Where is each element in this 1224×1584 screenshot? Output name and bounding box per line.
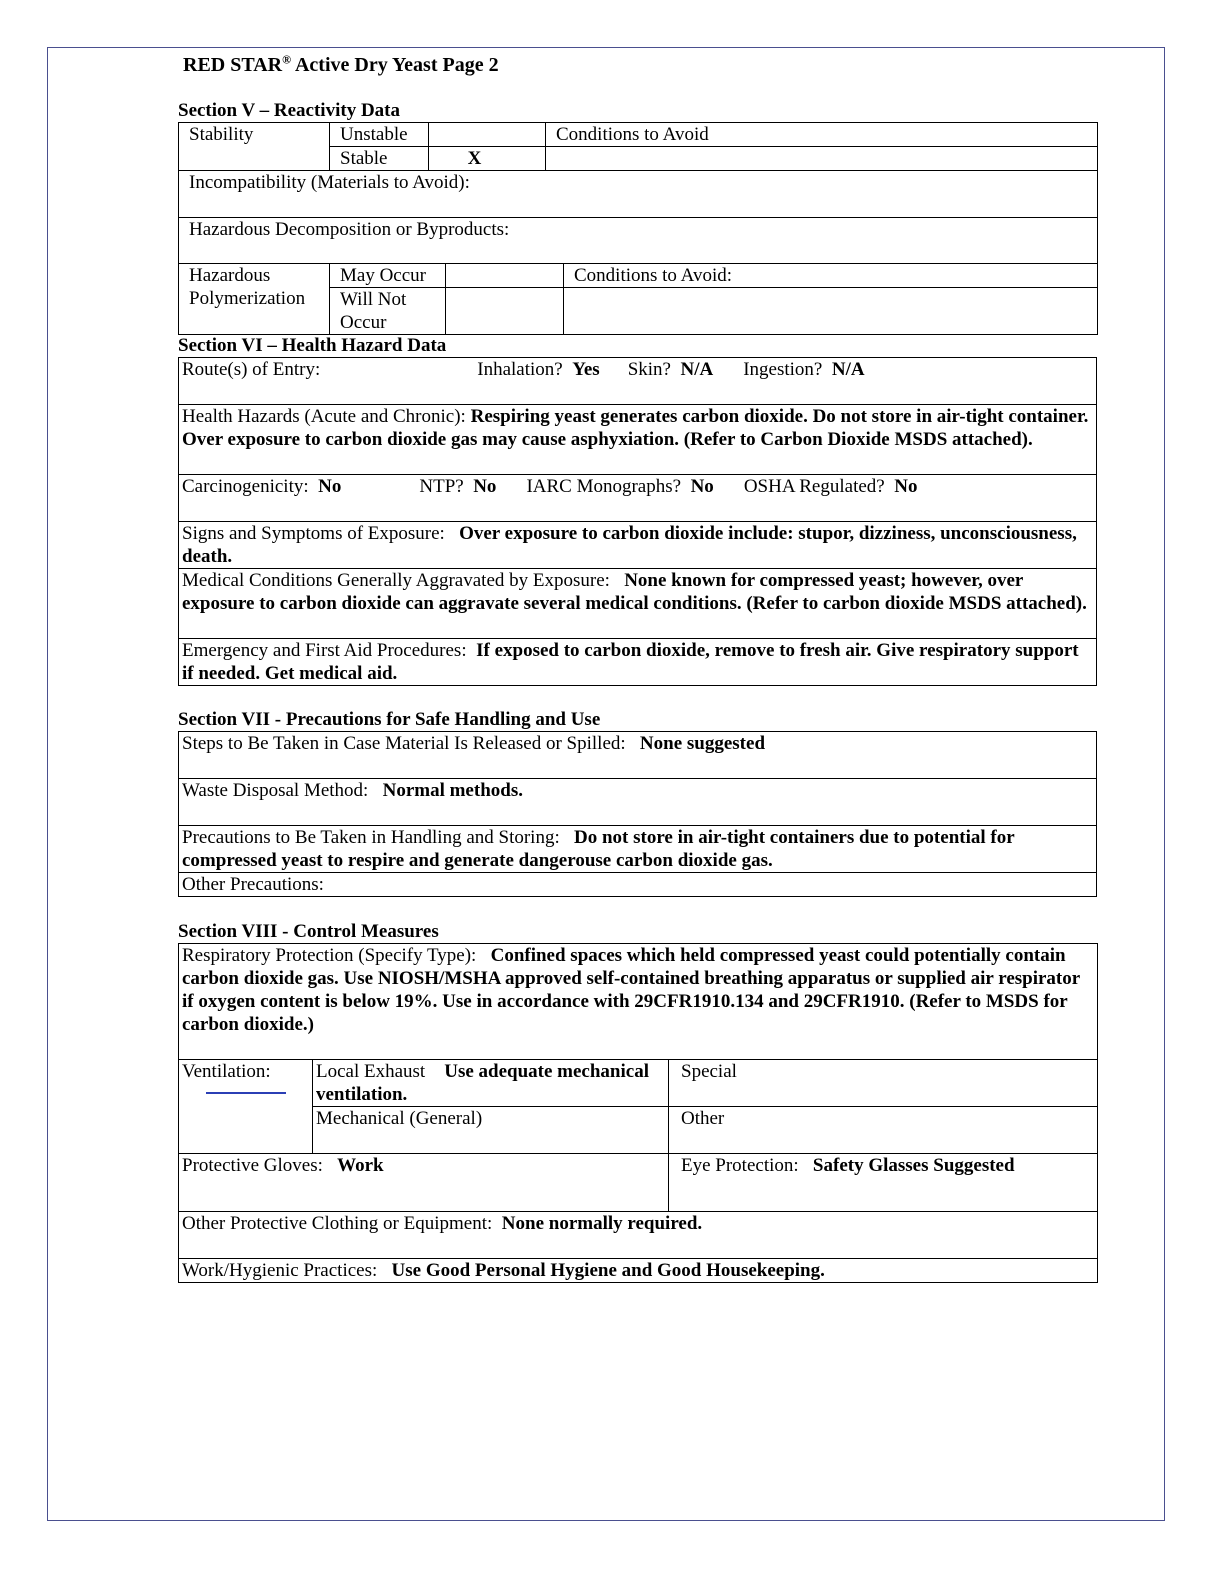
mechanical-general-cell: Mechanical (General) bbox=[313, 1107, 669, 1154]
handling-storing-field bbox=[179, 826, 1097, 873]
local-exhaust-label: Local Exhaust bbox=[316, 1061, 426, 1082]
ntp-value: No bbox=[473, 476, 497, 497]
medical-label: Medical Conditions Generally Aggravated by Exposure: bbox=[182, 570, 610, 591]
unstable-value bbox=[429, 123, 546, 147]
skin-value: N/A bbox=[680, 359, 714, 380]
respiratory-value: Confined spaces which held compressed yeast could potentially contain carbon dioxide gas. Use NIOSH/MSHA approved self-contained breathing apparatus or supplied air respirator if oxygen content is below 19%. Use in accordance with 29CFR1910.134 and 29CFR1910. (Refer to MSDS for carbon dioxide.) bbox=[182, 945, 1080, 1035]
spill-steps-field bbox=[179, 732, 1097, 779]
ventilation-label-cell bbox=[179, 1060, 313, 1154]
clothing-value: None normally required. bbox=[501, 1213, 703, 1234]
routes-label: Route(s) of Entry: bbox=[182, 359, 321, 380]
precautions-value: Do not store in air-tight containers due to potential for compressed yeast to respire and generate dangerouse carbon dioxide gas. bbox=[182, 827, 1015, 871]
signs-label: Signs and Symptoms of Exposure: bbox=[182, 523, 445, 544]
conditions-to-avoid-2-label: Conditions to Avoid: bbox=[564, 264, 1098, 288]
local-exhaust-cell bbox=[313, 1060, 669, 1107]
section-5-title: Section V – Reactivity Data bbox=[178, 100, 400, 121]
page-title: RED STAR® Active Dry Yeast Page 2 bbox=[183, 52, 499, 76]
carcinogenicity-row bbox=[179, 475, 1097, 522]
ingestion-label: Ingestion? bbox=[743, 359, 823, 380]
routes-of-entry-row bbox=[179, 358, 1097, 405]
medical-conditions-field bbox=[179, 569, 1097, 639]
emergency-label: Emergency and First Aid Procedures: bbox=[182, 640, 467, 661]
health-hazard-table bbox=[178, 357, 1097, 686]
will-not-occur-value bbox=[446, 288, 564, 335]
incompatibility-field: Incompatibility (Materials to Avoid): bbox=[179, 171, 1098, 218]
steps-value: None suggested bbox=[639, 733, 766, 754]
control-measures-table bbox=[178, 943, 1098, 1283]
gloves-label: Protective Gloves: bbox=[182, 1155, 323, 1176]
inhalation-label: Inhalation? bbox=[477, 359, 563, 380]
ventilation-label: Ventilation: bbox=[182, 1061, 271, 1082]
will-not-occur-label: Will Not Occur bbox=[330, 288, 446, 335]
ventilation-underline bbox=[206, 1092, 286, 1094]
protective-gloves-cell bbox=[179, 1154, 669, 1212]
osha-label: OSHA Regulated? bbox=[743, 476, 885, 497]
steps-label: Steps to Be Taken in Case Material Is Released or Spilled: bbox=[182, 733, 626, 754]
section-6-title: Section VI – Health Hazard Data bbox=[178, 335, 447, 356]
osha-value: No bbox=[894, 476, 918, 497]
stable-label: Stable bbox=[330, 147, 429, 171]
health-hazards-label: Health Hazards (Acute and Chronic): bbox=[182, 406, 466, 427]
iarc-label: IARC Monographs? bbox=[526, 476, 682, 497]
reactivity-table bbox=[178, 122, 1098, 335]
ingestion-value: N/A bbox=[831, 359, 865, 380]
conditions-to-avoid-label: Conditions to Avoid bbox=[546, 123, 1098, 147]
unstable-label: Unstable bbox=[330, 123, 429, 147]
carcinogenicity-value: No bbox=[318, 476, 342, 497]
eye-label: Eye Protection: bbox=[681, 1155, 799, 1176]
may-occur-value bbox=[446, 264, 564, 288]
section-8-title: Section VIII - Control Measures bbox=[178, 921, 439, 942]
hazardous-polymerization-label: Hazardous Polymerization bbox=[179, 264, 330, 335]
health-hazards-value: Respiring yeast generates carbon dioxide. Do not store in air-tight container. Over exposure to carbon dioxide gas may cause asphyxiation. (Refer to Carbon Dioxide MSDS attached). bbox=[182, 406, 1089, 450]
emergency-first-aid-field bbox=[179, 639, 1097, 686]
eye-protection-cell bbox=[669, 1154, 1098, 1212]
inhalation-value: Yes bbox=[572, 359, 600, 380]
ntp-label: NTP? bbox=[419, 476, 464, 497]
medical-value: None known for compressed yeast; however, over exposure to carbon dioxide can aggravate several medical conditions. (Refer to carbon dioxide MSDS attached). bbox=[182, 570, 1087, 614]
stability-label: Stability bbox=[179, 123, 330, 171]
other-ventilation-cell: Other bbox=[669, 1107, 1098, 1154]
carcinogenicity-label: Carcinogenicity: bbox=[182, 476, 309, 497]
handling-table bbox=[178, 731, 1097, 897]
other-precautions-field: Other Precautions: bbox=[179, 873, 1097, 897]
hygienic-value: Use Good Personal Hygiene and Good Housekeeping. bbox=[391, 1260, 825, 1281]
skin-label: Skin? bbox=[627, 359, 671, 380]
waste-value: Normal methods. bbox=[382, 780, 523, 801]
hygienic-label: Work/Hygienic Practices: bbox=[182, 1260, 378, 1281]
respiratory-protection-field bbox=[179, 944, 1098, 1060]
protective-clothing-cell bbox=[179, 1212, 1098, 1259]
will-not-occur-conditions bbox=[564, 288, 1098, 335]
stable-conditions bbox=[546, 147, 1098, 171]
hygienic-practices-cell bbox=[179, 1259, 1098, 1283]
signs-value: Over exposure to carbon dioxide include: stupor, dizziness, unconsciousness, death. bbox=[182, 523, 1077, 567]
special-cell: Special bbox=[669, 1060, 1098, 1107]
clothing-label: Other Protective Clothing or Equipment: bbox=[182, 1213, 493, 1234]
iarc-value: No bbox=[690, 476, 714, 497]
waste-disposal-field bbox=[179, 779, 1097, 826]
signs-symptoms-field bbox=[179, 522, 1097, 569]
emergency-value: If exposed to carbon dioxide, remove to fresh air. Give respiratory support if needed. Get medical aid. bbox=[182, 640, 1079, 684]
waste-label: Waste Disposal Method: bbox=[182, 780, 369, 801]
precautions-label: Precautions to Be Taken in Handling and Storing: bbox=[182, 827, 560, 848]
stable-mark: X bbox=[429, 147, 546, 171]
respiratory-label: Respiratory Protection (Specify Type): bbox=[182, 945, 477, 966]
eye-value: Safety Glasses Suggested bbox=[812, 1155, 1015, 1176]
may-occur-label: May Occur bbox=[330, 264, 446, 288]
gloves-value: Work bbox=[337, 1155, 384, 1176]
hazardous-decomposition-field: Hazardous Decomposition or Byproducts: bbox=[179, 218, 1098, 264]
local-exhaust-value: Use adequate mechanical ventilation. bbox=[316, 1061, 649, 1105]
health-hazards-field bbox=[179, 405, 1097, 475]
section-7-title: Section VII - Precautions for Safe Handling and Use bbox=[178, 709, 601, 730]
